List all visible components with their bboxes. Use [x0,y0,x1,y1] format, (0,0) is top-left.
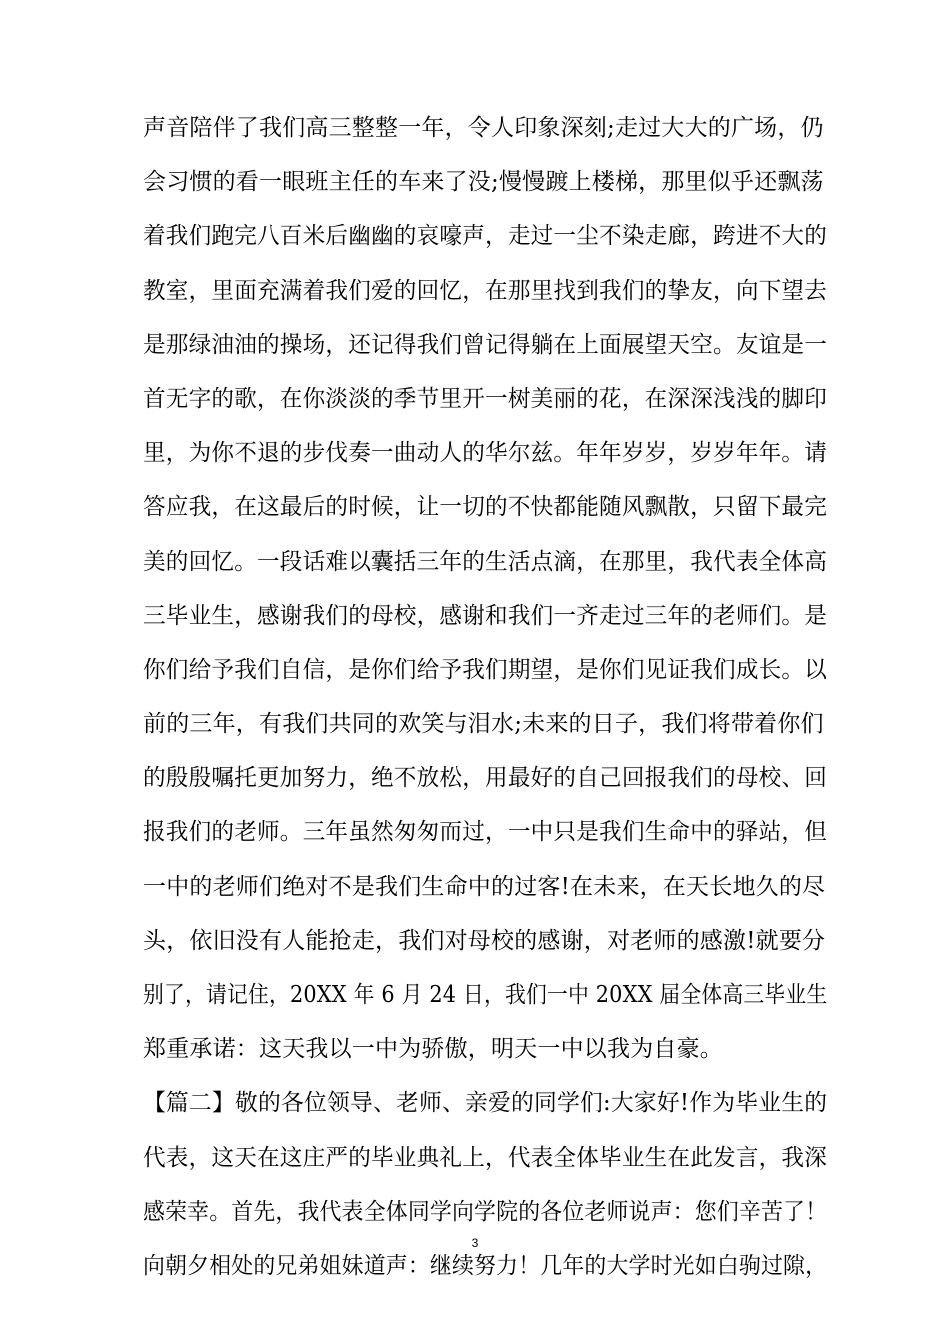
text-line: 声音陪伴了我们高三整整一年，令人印象深刻;走过大大的广场，仍 [143,115,824,141]
page-number: 3 [471,1236,479,1250]
section-heading-line: 【篇二】敬的各位领导、老师、亲爱的同学们:大家好!作为毕业生的 [143,1090,828,1117]
text-line: 是那绿油油的操场，还记得我们曾记得躺在上面展望天空。友谊是一 [143,331,828,358]
text-line: 你们给予我们自信，是你们给予我们期望，是你们见证我们成长。以 [143,656,828,683]
text-line: 代表，这天在这庄严的毕业典礼上，代表全体毕业生在此发言，我深 [143,1144,828,1171]
text-line: 向朝夕相处的兄弟姐妹道声：继续努力！几年的大学时光如白驹过隙， [143,1252,828,1279]
text-line: 里，为你不退的步伐奏一曲动人的华尔兹。年年岁岁，岁岁年年。请 [143,440,828,467]
text-line: 教室，里面充满着我们爱的回忆，在那里找到我们的挚友，向下望去 [143,277,828,304]
text-line: 别了，请记住，20XX 年 6 月 24 日，我们一中 20XX 届全体高三毕业生 [143,982,828,1008]
body-text [143,108,828,1300]
text-line: 着我们跑完八百米后幽幽的哀嚎声，走过一尘不染走廊，跨进不大的 [143,223,828,250]
text-line: 前的三年，有我们共同的欢笑与泪水;未来的日子，我们将带着你们 [143,711,824,738]
text-line: 头，依旧没有人能抢走，我们对母校的感谢，对老师的感激!就要分 [143,927,826,954]
text-line: 会习惯的看一眼班主任的车来了没;慢慢踱上楼梯，那里似乎还飘荡 [143,169,824,196]
text-line: 美的回忆。一段话难以囊括三年的生活点滴，在那里，我代表全体高 [143,548,828,575]
text-line: 感荣幸。首先，我代表全体同学向学院的各位老师说声：您们辛苦了！ [143,1198,828,1225]
text-line: 郑重承诺：这天我以一中为骄傲，明天一中以我为自豪。 [143,1036,723,1063]
text-line: 答应我，在这最后的时候，让一切的不快都能随风飘散，只留下最完 [143,494,828,521]
text-line: 的殷殷嘱托更加努力，绝不放松，用最好的自己回报我们的母校、回 [143,765,828,792]
text-line: 报我们的老师。三年虽然匆匆而过，一中只是我们生命中的驿站，但 [143,819,828,846]
text-line: 首无字的歌，在你淡淡的季节里开一树美丽的花，在深深浅浅的脚印 [143,385,828,412]
text-line: 三毕业生，感谢我们的母校，感谢和我们一齐走过三年的老师们。是 [143,602,828,629]
text-line: 一中的老师们绝对不是我们生命中的过客!在未来，在天长地久的尽 [143,873,826,900]
